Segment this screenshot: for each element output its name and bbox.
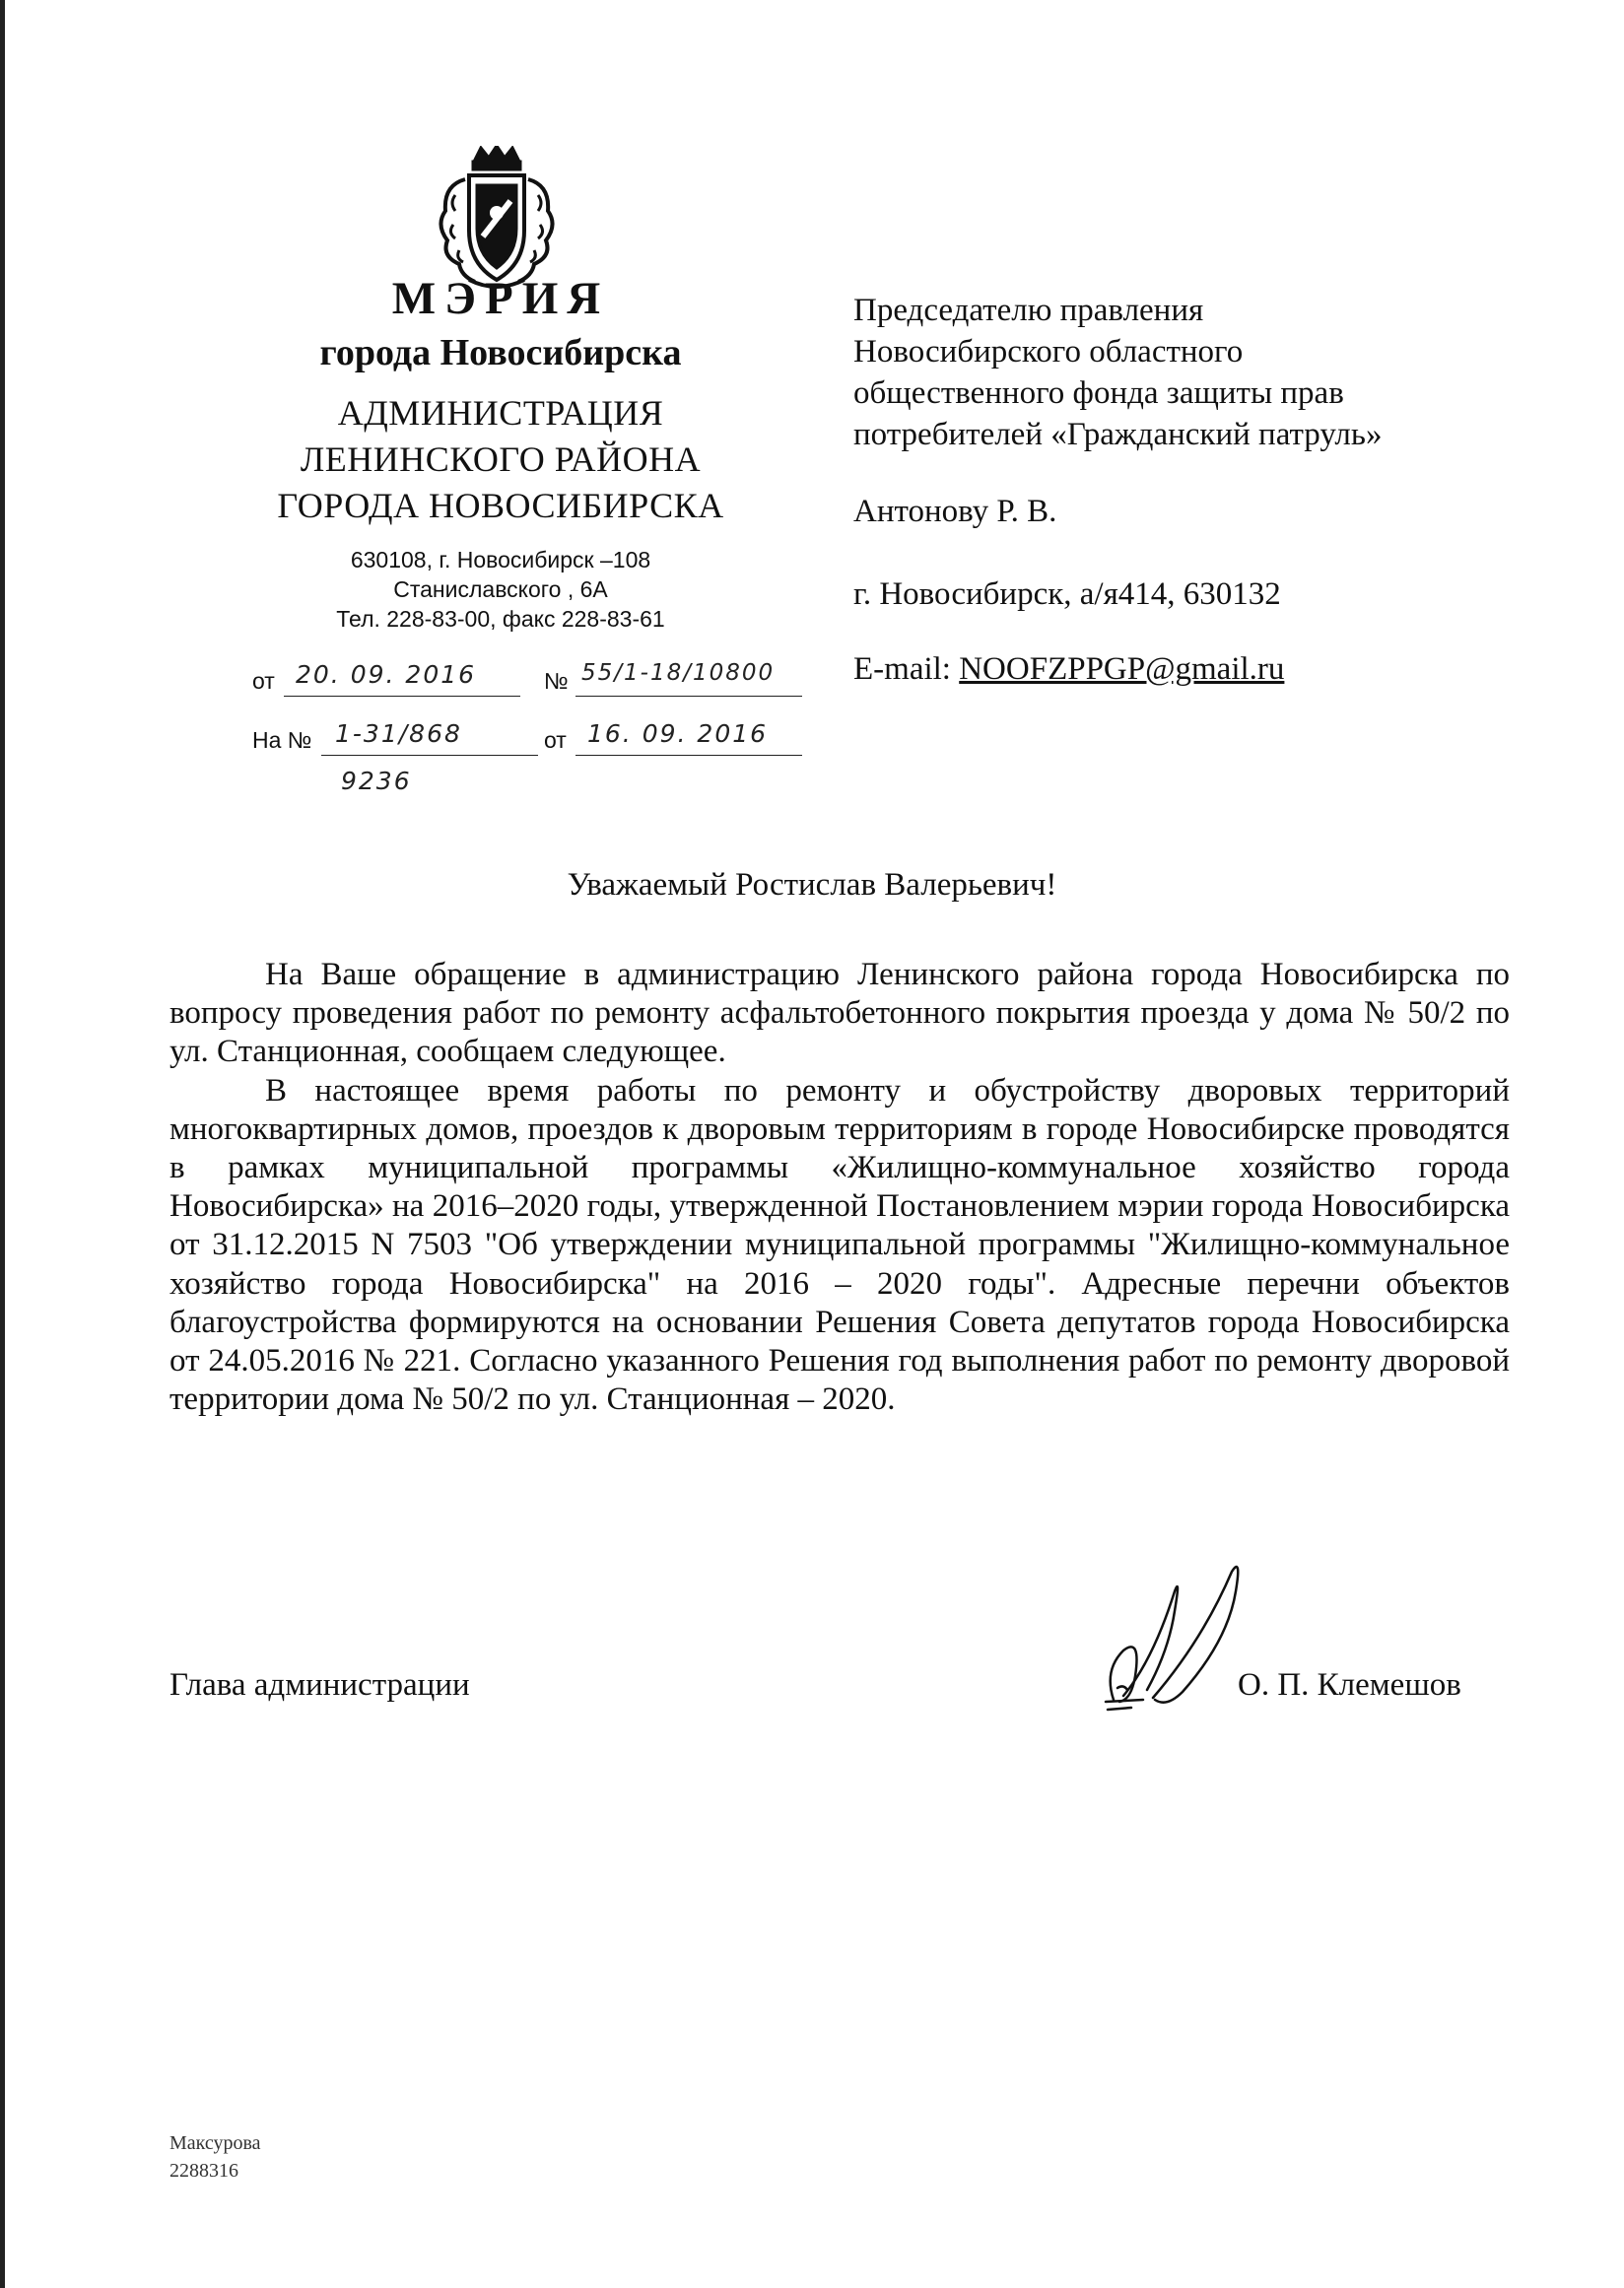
letterhead	[225, 272, 777, 634]
ref-from-date: 20. 09. 2016	[296, 660, 477, 689]
ref-extra: 9236	[341, 767, 412, 795]
signatory-name: О. П. Клемешов	[1238, 1667, 1461, 1703]
address-line-3: Тел. 228-83-00, факс 228-83-61	[336, 606, 665, 632]
city-title: города Новосибирска	[319, 332, 682, 373]
recipient-line-2: Новосибирского областного	[853, 334, 1244, 370]
body-paragraph-2: В настоящее время работы по ремонту и обустройству дворовых территорий многоквартирных домов, проездов к дворовым территориям в городе Новосибирске проводятся в рамках муниципальной программы «Жилищно-коммунальное хозяйство города Новосибирска» на 2016–2020 годы, утвержденной Постановлением мэрии города Новосибирска от 31.12.2015 N 7503 "Об утверждении муниципальной программы "Жилищно-коммунальное хозяйство города Новосибирска" на 2016 – 2020 годы". Адресные перечни объектов благоустройства формируются на основании Решения Совета депутатов города Новосибирска от 24.05.2016 № 221. Согласно указанного Решения год выполнения работ по ремонту дворовой территории дома № 50/2 по ул. Станционная – 2020.	[169, 1072, 1510, 1418]
address-line-2: Станиславского , 6А	[393, 576, 608, 602]
recipient-line-4: потребителей «Гражданский патруль»	[853, 417, 1383, 452]
mayor-office-title: МЭРИЯ	[391, 273, 610, 324]
ref-no: 55/1-18/10800	[581, 660, 776, 686]
admin-line-1: АДМИНИСТРАЦИЯ	[337, 393, 664, 433]
recipient-line-3: общественного фонда защиты прав	[853, 375, 1344, 411]
ref-from-label: от	[252, 668, 275, 694]
admin-line-2: ЛЕНИНСКОГО РАЙОНА	[300, 439, 702, 479]
executor-name: Максурова	[169, 2132, 261, 2154]
ref-to-label: На №	[252, 727, 312, 753]
ref-date-underline	[284, 696, 520, 697]
letter-body	[169, 956, 1510, 1419]
ref-no-label: №	[544, 668, 569, 694]
admin-line-3: ГОРОДА НОВОСИБИРСКА	[277, 486, 724, 525]
email-link[interactable]: NOOFZPPGP@gmail.ru	[959, 651, 1285, 687]
recipient-block	[853, 290, 1543, 690]
recipient-line-1: Председателю правления	[853, 293, 1204, 328]
recipient-address: г. Новосибирск, а/я414, 630132	[853, 576, 1281, 612]
recipient-email-row	[853, 648, 1543, 690]
ref-to-underline	[321, 755, 538, 756]
email-label: E-mail:	[853, 651, 951, 687]
body-paragraph-1: На Ваше обращение в администрацию Ленинского района города Новосибирска по вопросу проведения работ по ремонту асфальтобетонного покрытия проезда у дома № 50/2 по ул. Станционная, сообщаем следующее.	[169, 957, 1510, 1070]
scan-edge	[0, 0, 5, 2288]
ref-to-date: 16. 09. 2016	[587, 719, 769, 748]
executor-phone: 2288316	[169, 2160, 238, 2182]
signatory-position: Глава администрации	[169, 1667, 470, 1703]
ref-to-date-underline	[575, 755, 802, 756]
ref-no-underline	[575, 696, 802, 697]
recipient-name: Антонову Р. В.	[853, 494, 1057, 529]
address-line-1: 630108, г. Новосибирск –108	[350, 547, 651, 572]
ref-to-no: 1-31/868	[335, 719, 462, 748]
salutation: Уважаемый Ростислав Валерьевич!	[567, 867, 1057, 903]
ref-to-from-label: от	[544, 727, 567, 753]
